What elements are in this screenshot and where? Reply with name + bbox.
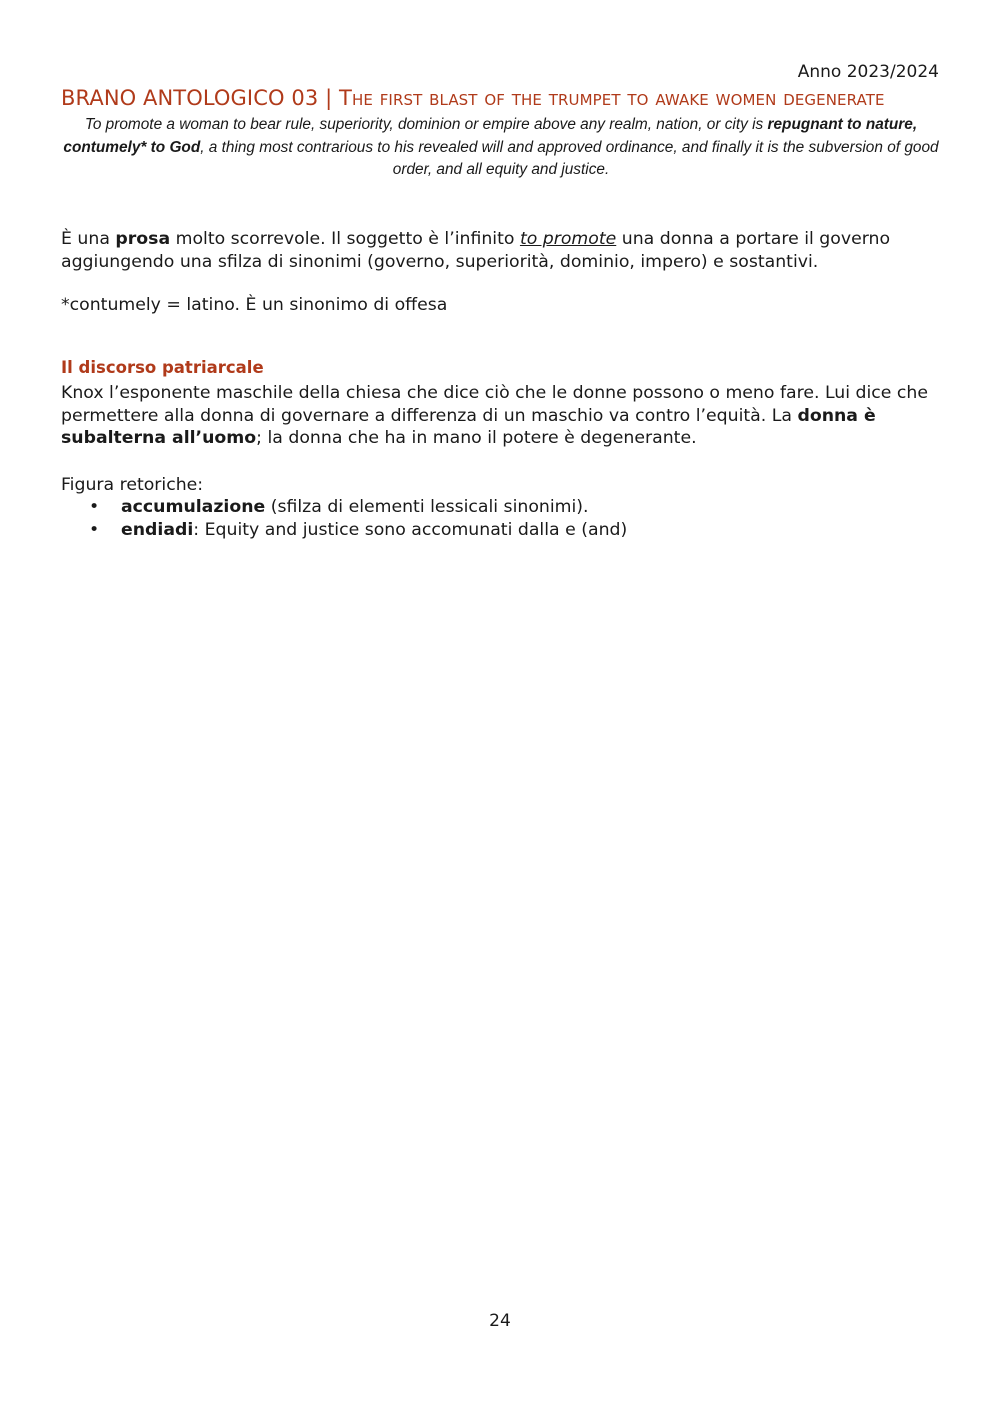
figure-term: accumulazione [121,497,266,517]
page-title [61,85,941,111]
p1-a: È una [61,229,116,249]
figures-list [61,496,941,541]
figure-desc: (sfilza di elementi lessicali sinonimi). [265,497,589,517]
p1-underline: to promote [519,229,617,249]
paragraph-knox [61,382,941,450]
list-item [61,519,941,542]
p1-c: molto scorrevole. Il soggetto è l’infinito [170,229,520,249]
section-heading: Il discorso patriarcale [61,358,264,377]
title-prefix: BRANO ANTOLOGICO 03 | [61,86,340,110]
list-item [61,496,941,519]
p3-bold: donna è subalterna all’uomo [61,405,876,448]
bullet-icon: • [89,497,100,517]
header-year: Anno 2023/2024 [797,62,939,82]
quote-part-1: To promote a woman to bear rule, superiority, dominion or empire above any realm, nation, or city is [84,116,768,133]
figure-term: endiadi [121,519,194,540]
p3-c: ; la donna che ha in mano il potere è degenerante. [256,428,697,448]
paragraph-contumely: *contumely = latino. È un sinonimo di offesa [61,295,448,315]
paragraph-prosa [61,228,941,273]
figures-intro: Figura retoriche: [61,475,204,495]
title-subtitle: The first blast of the trumpet to awake women degenerate [339,86,885,110]
quote-bold: repugnant to nature, contumely* to God [63,116,918,156]
p3-a: Knox l’esponente maschile della chiesa che dice ciò che le donne possono o meno fare. Lui dice che permettere alla donna di governare a differenza di un maschio va contro l’equità. La [61,383,929,426]
bullet-icon: • [89,519,100,540]
figure-desc: : Equity and justice sono accomunati dalla e (and) [193,519,628,540]
page-number: 24 [489,1311,511,1331]
p1-bold: prosa [115,229,171,249]
quote-part-2: , a thing most contrarious to his revealed will and approved ordinance, and finally it is the subversion of good order, and all equity and justice. [200,138,939,178]
quote-block [61,114,941,182]
p1-e: una donna a portare il governo aggiungendo una sfilza di sinonimi (governo, superiorità, dominio, impero) e sostantivi. [61,229,891,272]
